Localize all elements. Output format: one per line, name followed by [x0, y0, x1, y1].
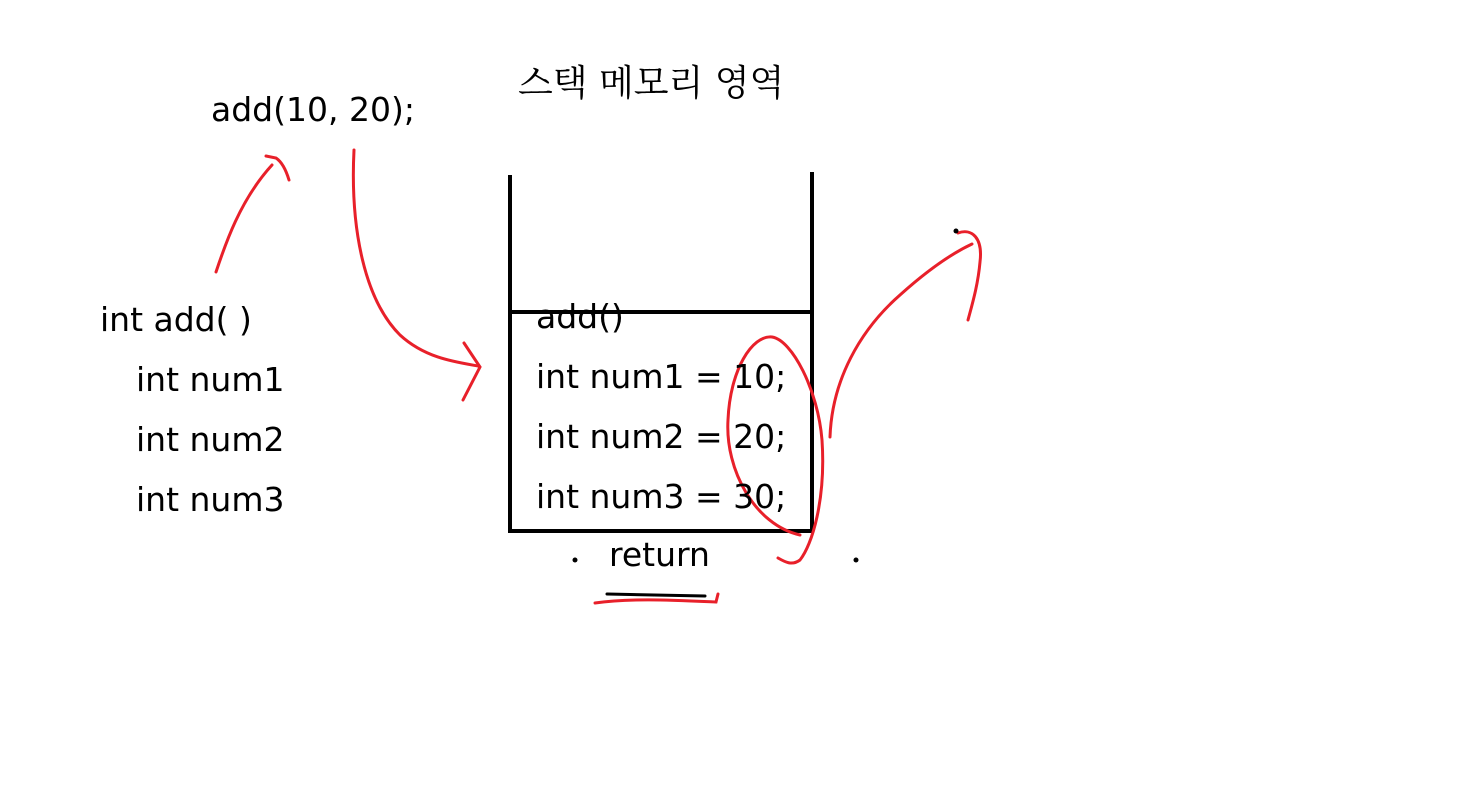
return-label: return: [609, 535, 710, 574]
call-expression: add(10, 20);: [211, 90, 415, 129]
arrow-signature-to-call: [216, 165, 272, 272]
function-header: int add( ): [100, 300, 252, 339]
param-num3: int num3: [136, 480, 285, 519]
stack-line-num1: int num1 = 10;: [536, 357, 787, 396]
frame-label: add(): [536, 297, 624, 336]
dot-right: [854, 558, 859, 563]
stack-line-num2: int num2 = 20;: [536, 417, 787, 456]
dot-top: [954, 229, 959, 234]
arrow-call-to-stack: [353, 150, 478, 366]
param-num2: int num2: [136, 420, 285, 459]
arrow-stack-out: [830, 244, 972, 437]
param-num1: int num1: [136, 360, 285, 399]
page-title: 스택 메모리 영역: [518, 63, 785, 104]
dot-left: [573, 558, 578, 563]
stack-line-num3: int num3 = 30;: [536, 477, 787, 516]
arrow-head-call-to-stack: [463, 343, 480, 400]
return-underline-black: [607, 594, 705, 596]
